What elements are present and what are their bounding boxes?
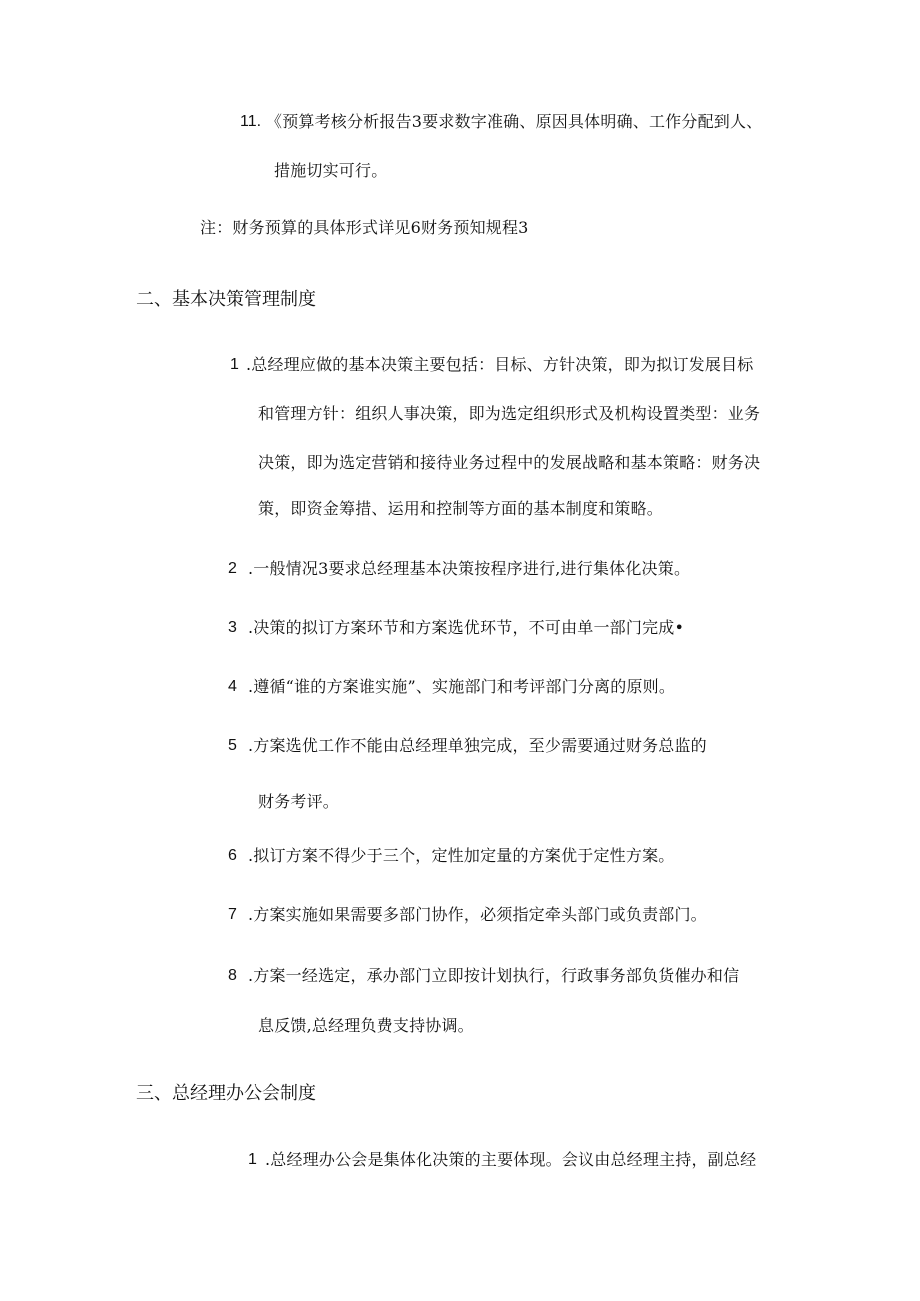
item-text: .总经理应做的基本决策主要包括：目标、方针决策，即为拟订发展目标 [246, 355, 754, 374]
item-text: .方案选优工作不能由总经理单独完成，至少需要通过财务总监的 [248, 736, 707, 755]
item-text: .总经理办公会是集体化决策的主要体现。会议由总经理主持，副总经 [265, 1150, 757, 1169]
item-text: 决策，即为选定营销和接待业务过程中的发展战略和基本策略：财务决 [258, 453, 761, 472]
section-heading-2: 二、基本决策管理制度 [136, 289, 316, 310]
item-text: 息反馈,总经理负费支持协调。 [258, 1016, 474, 1035]
item-number: 6 [228, 847, 237, 864]
note: 注：财务预算的具体形式详见6财务预知规程3 [200, 218, 529, 237]
item-number: 4 [228, 678, 237, 695]
item-number: 1 [230, 356, 239, 373]
item-text: .决策的拟订方案环节和方案选优环节，不可由单一部门完成• [248, 618, 685, 637]
item-text: .一般情况3要求总经理基本决策按程序进行,进行集体化决策。 [248, 559, 691, 578]
item-number: 1 [248, 1151, 257, 1168]
item-text: 措施切实可行。 [274, 161, 388, 180]
item-number: 2 [228, 560, 237, 577]
item-number: 5 [228, 737, 237, 754]
item-text: 策，即资金筹措、运用和控制等方面的基本制度和策略。 [258, 499, 664, 518]
item-text: .拟订方案不得少于三个，定性加定量的方案优于定性方案。 [248, 846, 675, 865]
item-number: 3 [228, 619, 237, 636]
item-number: 7 [228, 906, 237, 923]
item-number: 8 [228, 967, 237, 984]
item-text: 财务考评。 [258, 792, 340, 811]
item-text: 《预算考核分析报告3要求数字准确、原因具体明确、工作分配到人、 [266, 112, 763, 131]
item-number: 11. [240, 113, 262, 130]
item-text: .方案一经选定，承办部门立即按计划执行，行政事务部负货催办和信 [248, 966, 740, 985]
item-text: .遵循“谁的方案谁实施”、实施部门和考评部门分离的原则。 [248, 677, 676, 696]
item-text: .方案实施如果需要多部门协作，必须指定牵头部门或负责部门。 [248, 905, 707, 924]
section-heading-3: 三、总经理办公会制度 [136, 1083, 316, 1104]
item-text: 和管理方针：组织人事决策，即为选定组织形式及机构设置类型：业务 [258, 404, 761, 423]
